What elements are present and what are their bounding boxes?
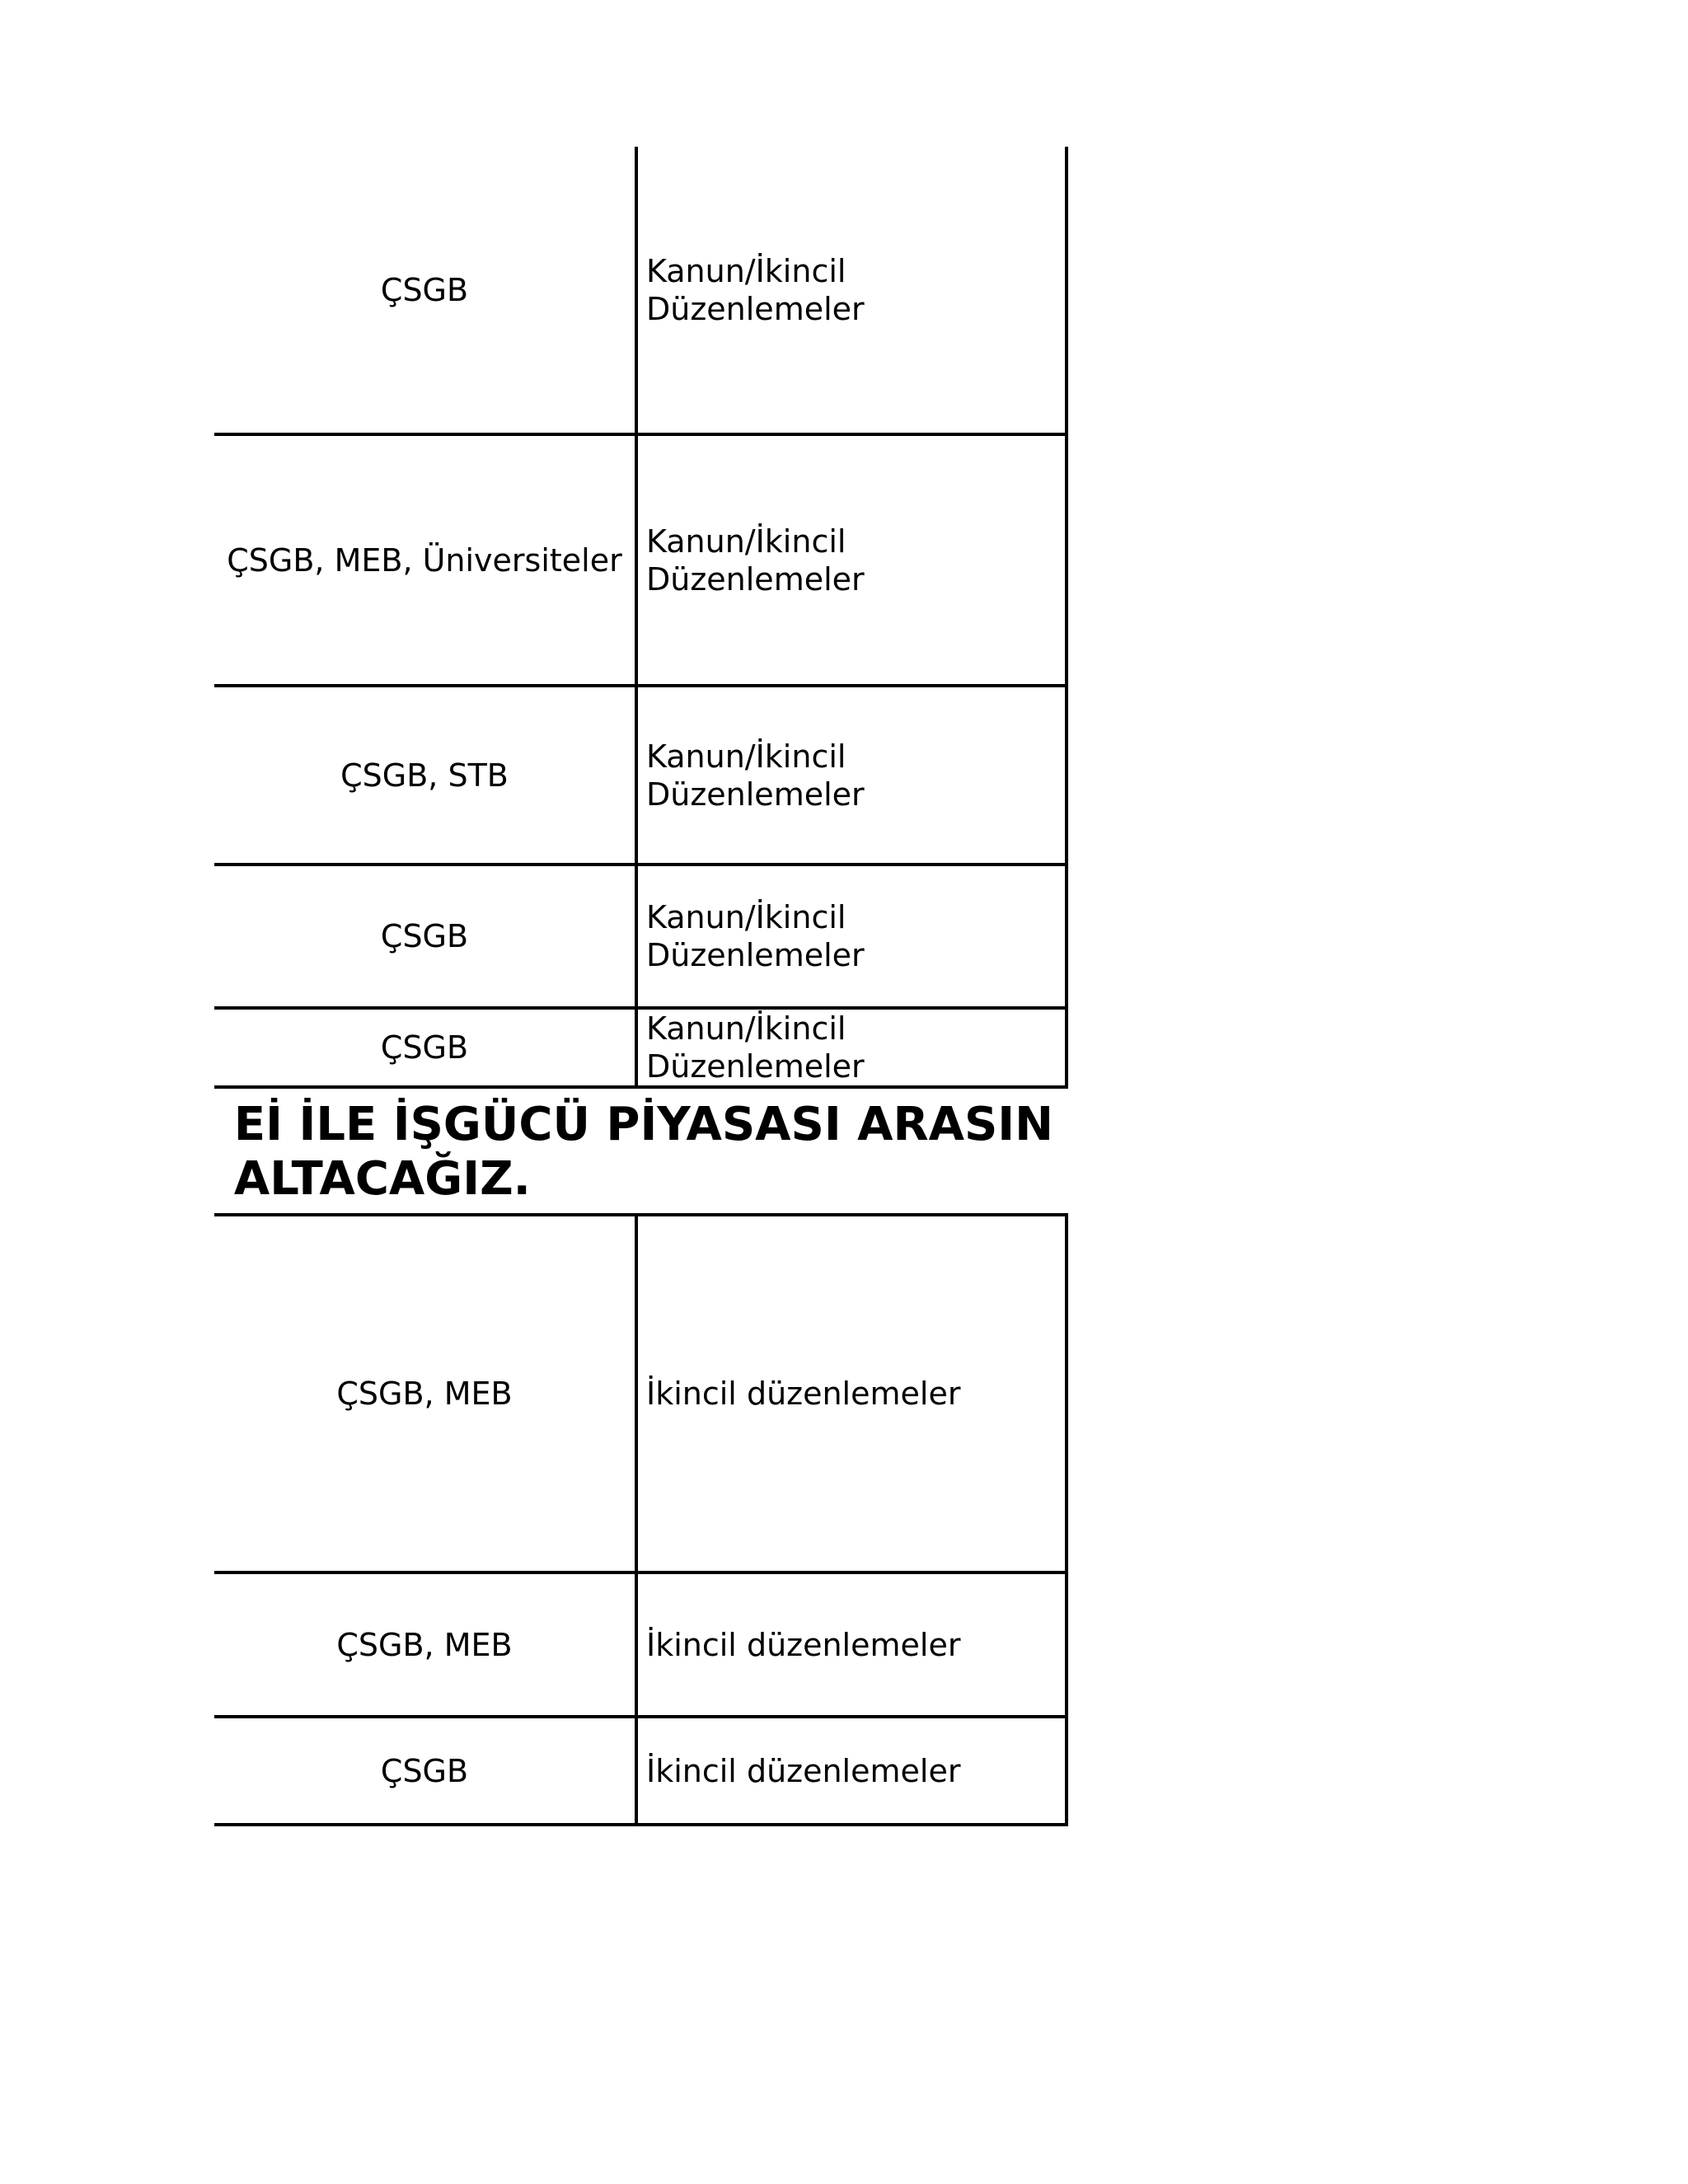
section-heading-line-1: Eİ İLE İŞGÜCÜ PİYASASI ARASIN xyxy=(233,1098,1053,1151)
responsible-agency-cell: ÇSGB, MEB, Üniversiteler xyxy=(214,434,636,686)
responsible-agency-cell: ÇSGB xyxy=(214,865,636,1008)
regulation-type-cell: Kanun/İkincil Düzenlemeler xyxy=(636,1008,1067,1087)
regulation-type-cell: İkincil düzenlemeler xyxy=(636,1572,1067,1717)
responsibility-table-bottom xyxy=(214,1213,1068,1826)
regulation-type-cell: Kanun/İkincil Düzenlemeler xyxy=(636,686,1067,865)
regulation-type-cell: İkincil düzenlemeler xyxy=(636,1215,1067,1572)
table-row xyxy=(214,147,1067,434)
regulation-type-cell: Kanun/İkincil Düzenlemeler xyxy=(636,147,1067,434)
responsible-agency-cell: ÇSGB, MEB xyxy=(214,1215,636,1572)
table-row xyxy=(214,1717,1067,1825)
table-row xyxy=(214,1572,1067,1717)
table-row xyxy=(214,865,1067,1008)
responsible-agency-cell: ÇSGB, MEB xyxy=(214,1572,636,1717)
responsible-agency-cell: ÇSGB xyxy=(214,147,636,434)
section-heading-line-2: ALTACAĞIZ. xyxy=(233,1152,531,1206)
responsible-agency-cell: ÇSGB, STB xyxy=(214,686,636,865)
table-row xyxy=(214,434,1067,686)
responsible-agency-cell: ÇSGB xyxy=(214,1717,636,1825)
table-row xyxy=(214,1008,1067,1087)
regulation-type-cell: İkincil düzenlemeler xyxy=(636,1717,1067,1825)
regulation-type-cell: Kanun/İkincil Düzenlemeler xyxy=(636,865,1067,1008)
section-heading xyxy=(214,1098,1057,1213)
responsibility-table-top xyxy=(214,147,1068,1089)
table-row xyxy=(214,1215,1067,1572)
regulation-type-cell: Kanun/İkincil Düzenlemeler xyxy=(636,434,1067,686)
table-row xyxy=(214,686,1067,865)
section-heading-text xyxy=(234,1098,1053,1207)
responsible-agency-cell: ÇSGB xyxy=(214,1008,636,1087)
